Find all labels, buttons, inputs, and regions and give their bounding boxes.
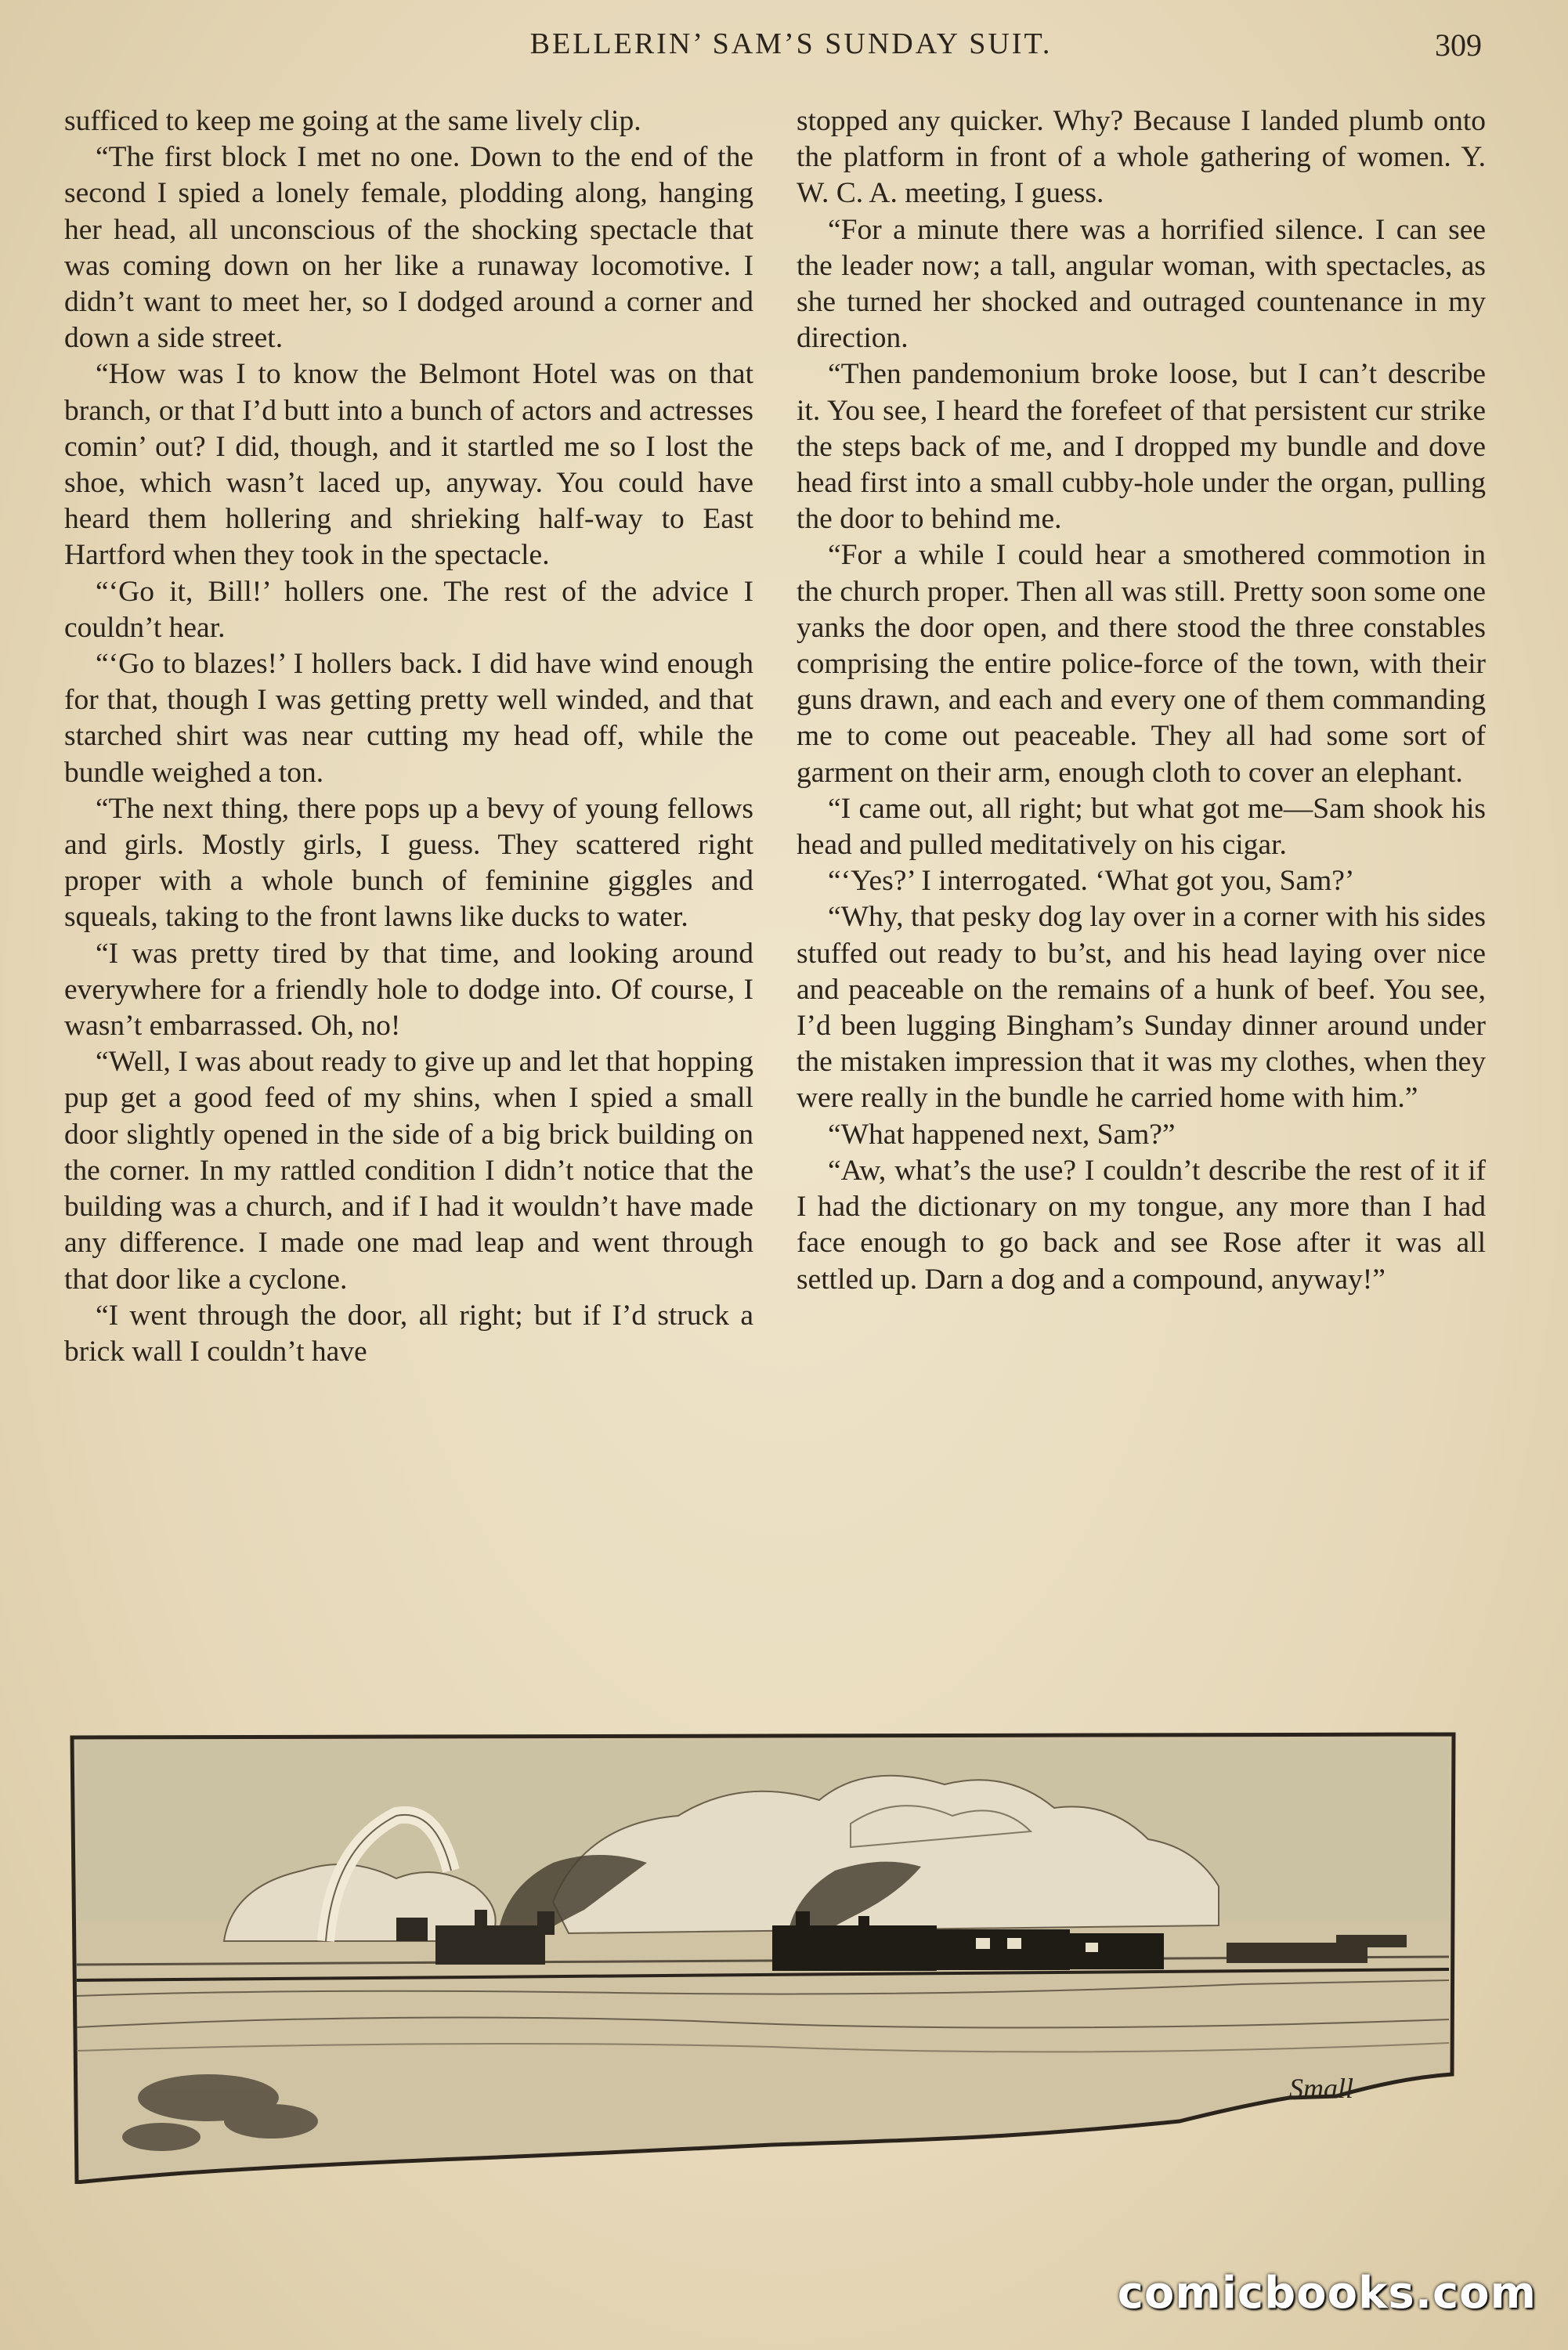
left-column	[64, 103, 753, 1370]
paragraph: “For a while I could hear a smothered commotion in the church proper. Then all was still. Pretty soon some one yanks the door open, and there stood the three constables comprising the entire police-force of the town, with their guns drawn, and each and every one of them commanding me to come out peaceable. They all had some sort of garment on their arm, enough cloth to cover an elephant.	[797, 539, 1486, 789]
paragraph: “Aw, what’s the use? I couldn’t describe the rest of it if I had the dictionary on my tongue, any more than I had face enough to go back and see Rose after it was all settled up. Darn a dog and a compound, anyway!”	[797, 1154, 1486, 1296]
train-scene-drawing	[67, 1730, 1461, 2184]
right-column	[797, 103, 1486, 1298]
running-title: BELLERIN’ SAM’S SUNDAY SUIT.	[529, 27, 1053, 60]
watermark: comicbooks.com	[1117, 2268, 1537, 2319]
paragraph: “For a minute there was a horrified silence. I can see the leader now; a tall, angular woman, with spectacles, as she turned her shocked and outraged countenance in my direction.	[797, 213, 1486, 355]
page-number: 309	[1435, 27, 1482, 63]
paragraph: “‘Go it, Bill!’ hollers one. The rest of the advice I couldn’t hear.	[64, 575, 753, 644]
paragraph: “The next thing, there pops up a bevy of young fellows and girls. Mostly girls, I guess. They scattered right proper with a whole bunch of feminine giggles and squeals, taking to the front lawns like ducks to water.	[64, 792, 753, 934]
paragraph: “‘Go to blazes!’ I hollers back. I did have wind enough for that, though I was getting pretty well winded, and that starched shirt was near cutting my head off, while the bundle weighed a ton.	[64, 648, 753, 789]
paragraph: “Then pandemonium broke loose, but I can’t describe it. You see, I heard the forefeet of that persistent cur strike the steps back of me, and I dropped my bundle and dove head first into a small cubby-hole under the organ, pulling the door to behind me.	[797, 358, 1486, 536]
train-illustration	[67, 1730, 1461, 2184]
artist-signature: Small	[1289, 2073, 1354, 2104]
paragraph: “I went through the door, all right; but if I’d struck a brick wall I couldn’t have	[64, 1299, 753, 1368]
paragraph: “Why, that pesky dog lay over in a corner with his sides stuffed out ready to bu’st, and his head laying over nice and peaceable on the remains of a hunk of beef. You see, I’d been lugging Bingham’s Sunday dinner around under the mistaken impression that it was my clothes, when they were really in the bundle he carried home with him.”	[797, 901, 1486, 1115]
paragraph: “The first block I met no one. Down to the end of the second I spied a lonely female, plodding along, hanging her head, all unconscious of the shocking spectacle that was coming down on her like a runaway locomotive. I didn’t want to meet her, so I dodged around a corner and down a side street.	[64, 141, 753, 355]
paragraph: “Well, I was about ready to give up and let that hopping pup get a good feed of my shins, when I spied a small door slightly opened in the side of a big brick building on the corner. In my rattled condition I didn’t notice that the building was a church, and if I had it wouldn’t have made any difference. I made one mad leap and went through that door like a cyclone.	[64, 1046, 753, 1296]
paragraph: “I was pretty tired by that time, and looking around everywhere for a friendly hole to dodge into. Of course, I wasn’t embarrassed. Oh, no!	[64, 937, 753, 1043]
paragraph: “How was I to know the Belmont Hotel was on that branch, or that I’d butt into a bunch of actors and actresses comin’ out? I did, though, and it startled me so I lost the shoe, which wasn’t laced up, anyway. You could have heard them hollering and shrieking half-way to East Hartford when they took in the spectacle.	[64, 358, 753, 572]
paragraph: “‘Yes?’ I interrogated. ‘What got you, Sam?’	[828, 865, 1355, 898]
paragraph: “I came out, all right; but what got me—Sam shook his head and pulled meditatively on his cigar.	[797, 792, 1486, 862]
paragraph: stopped any quicker. Why? Because I landed plumb onto the platform in front of a whole gathering of women. Y. W. C. A. meeting, I guess.	[797, 105, 1486, 210]
paragraph: sufficed to keep me going at the same lively clip.	[64, 105, 641, 137]
paragraph: “What happened next, Sam?”	[828, 1118, 1176, 1151]
